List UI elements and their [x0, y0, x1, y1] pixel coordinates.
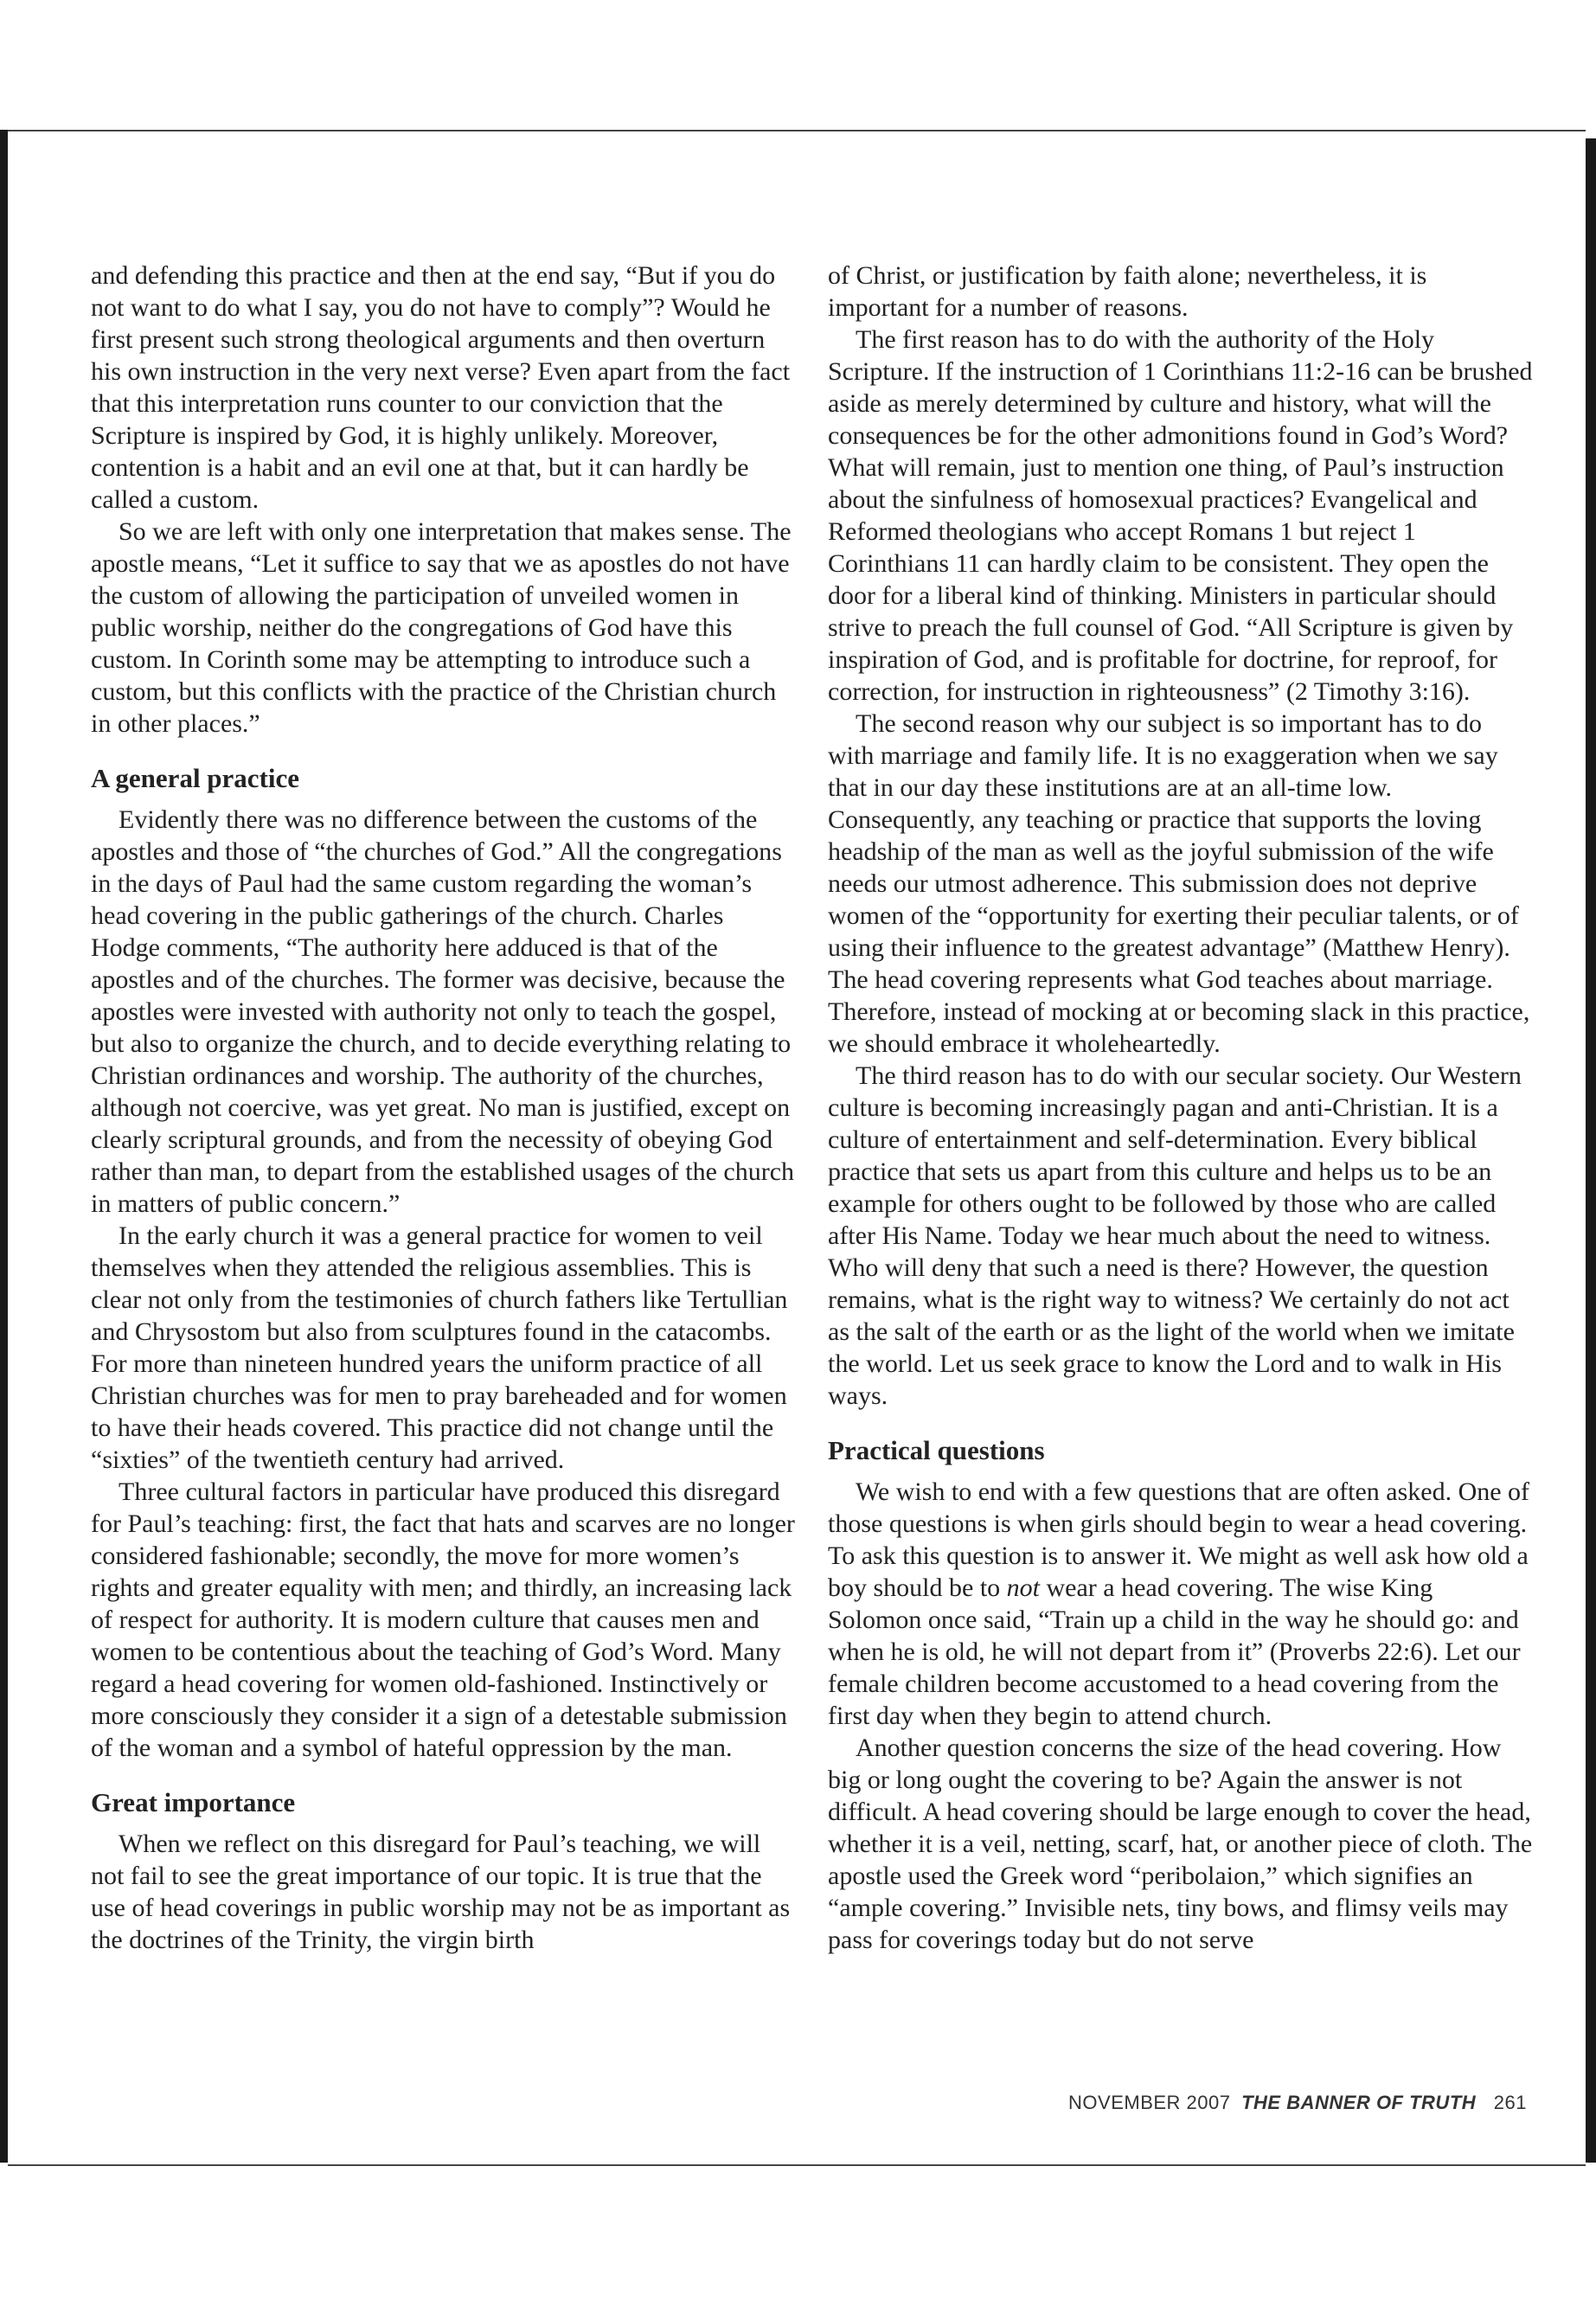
paragraph: Another question concerns the size of the head covering. How big or long ought the covering to be? Again the answer is not difficult. A head covering should be large enough to cover the head, whether it is a veil, netting, scarf, hat, or another piece of cloth. The apostle used the Greek word “peribolaion,” which signifies an “ample covering.” Invisible nets, tiny bows, and flimsy veils may pass for coverings today but do not serve [828, 1734, 1533, 1954]
paragraph: The second reason why our subject is so important has to do with marriage and family life. It is no exaggeration when we say that in our day these institutions are at an all-time low. Consequently, any teaching or practice that supports the loving headship of the man as well as the joyful submission of the wife needs our utmost adherence. This submission does not deprive women of the “opportunity for exerting their peculiar talents, or of using their influence to the greatest advantage” (Matthew Henry). The head covering represents what God teaches about marriage. Therefore, instead of mocking at or becoming slack in this practice, we should embrace it wholeheartedly. [828, 709, 1530, 1058]
issue-date: NOVEMBER 2007 [1068, 2092, 1231, 2113]
paragraph: Evidently there was no difference between the customs of the apostles and those of “the churches of God.” All the congregations in the days of Paul had the same custom regarding the woman’s head covering in the public gatherings of the church. Charles Hodge comments, “The authority here adduced is that of the apostles and of the churches. The former was decisive, because the apostles were invested with authority not only to teach the gospel, but also to organize the church, and to decide everything relating to Christian ordinances and worship. The authority of the churches, although not coercive, was yet great. No man is justified, except on clearly scriptural grounds, and from the necessity of obeying God rather than man, to depart from the established usages of the church in matters of public concern.” [91, 805, 795, 1218]
right-column [828, 260, 1533, 1956]
page-bottom-edge [8, 2164, 1586, 2166]
page-top-edge [8, 130, 1586, 131]
paragraph [828, 1476, 1533, 1732]
section-heading: Practical questions [828, 1435, 1045, 1465]
scan-edge-left [0, 130, 8, 2163]
paragraph-text: wear a head covering. The wise King Solomon once said, “Train up a child in the way he should go: and when he is old, he will not depart from it” (Proverbs 22:6). Let our female children become accustomed to a head covering from the first day when they begin to attend church. [828, 1574, 1521, 1730]
magazine-title: THE BANNER OF TRUTH [1241, 2092, 1477, 2113]
paragraph: The first reason has to do with the authority of the Holy Scripture. If the instruction of 1 Corinthians 11:2-16 can be brushed aside as merely determined by culture and history, what will the consequences be for the other admonitions found in God’s Word? What will remain, just to mention one thing, of Paul’s instruction about the sinfulness of homosexual practices? Evangelical and Reformed theologians who accept Romans 1 but reject 1 Corinthians 11 can hardly claim to be consistent. They open the door for a liberal kind of thinking. Ministers in particular should strive to preach the full counsel of God. “All Scripture is given by inspiration of God, and is profitable for doctrine, for reproof, for correction, for instruction in righteousness” (2 Timothy 3:16). [828, 325, 1533, 706]
left-column [91, 260, 796, 1956]
paragraph: and defending this practice and then at the end say, “But if you do not want to do what I say, you do not have to comply”? Would he first present such strong theological arguments and then overturn his own instruction in the very next verse? Even apart from the fact that this interpretation runs counter to our conviction that the Scripture is inspired by God, it is highly unlikely. Moreover, contention is a habit and an evil one at that, but it can hardly be called a custom. [91, 261, 791, 514]
emphasis-text: not [1006, 1574, 1041, 1602]
paragraph: In the early church it was a general practice for women to veil themselves when they attended the religious assemblies. This is clear not only from the testimonies of church fathers like Tertullian and Chrysostom but also from sculptures found in the catacombs. For more than nineteen hundred years the uniform practice of all Christian churches was for men to pray bareheaded and for women to have their heads covered. This practice did not change until the “sixties” of the twentieth century had arrived. [91, 1221, 788, 1474]
section-heading: A general practice [91, 763, 300, 793]
page-footer [1068, 2092, 1527, 2114]
paragraph: When we reflect on this disregard for Paul’s teaching, we will not fail to see the great importance of our topic. It is true that the use of head coverings in public worship may not be as important as the doctrines of the Trinity, the virgin birth [91, 1830, 791, 1954]
scan-edge-right [1586, 138, 1596, 2163]
section-heading: Great importance [91, 1787, 296, 1817]
paragraph: The third reason has to do with our secular society. Our Western culture is becoming increasingly pagan and anti-Christian. It is a culture of entertainment and self-determination. Every biblical practice that sets us apart from this culture and helps us to be an example for others ought to be followed by those who are called after His Name. Today we hear much about the need to witness. Who will deny that such a need is there? However, the question remains, what is the right way to witness? We certainly do not act as the salt of the earth or as the light of the world when we imitate the world. Let us seek grace to know the Lord and to walk in His ways. [828, 1061, 1522, 1410]
paragraph: of Christ, or justification by faith alone; nevertheless, it is important for a number of reasons. [828, 261, 1427, 322]
paragraph: Three cultural factors in particular have produced this disregard for Paul’s teaching: first, the fact that hats and scarves are no longer considered fashionable; secondly, the move for more women’s rights and greater equality with men; and thirdly, an increasing lack of respect for authority. It is modern culture that causes men and women to be contentious about the teaching of God’s Word. Many regard a head covering for women old-fashioned. Instinctively or more consciously they consider it a sign of a detestable submission of the woman and a symbol of hateful oppression by the man. [91, 1477, 795, 1762]
page-number: 261 [1493, 2092, 1527, 2113]
paragraph-text: We wish to end with a few questions that are often asked. One of those questions is when girls should begin to wear a head covering. To ask this question is to answer it. We might as well ask how old a boy should be to [828, 1477, 1530, 1602]
paragraph: So we are left with only one interpretation that makes sense. The apostle means, “Let it suffice to say that we as apostles do not have the custom of allowing the participation of unveiled women in public worship, neither do the congregations of God have this custom. In Corinth some may be attempting to introduce such a custom, but this conflicts with the practice of the Christian church in other places.” [91, 517, 792, 738]
